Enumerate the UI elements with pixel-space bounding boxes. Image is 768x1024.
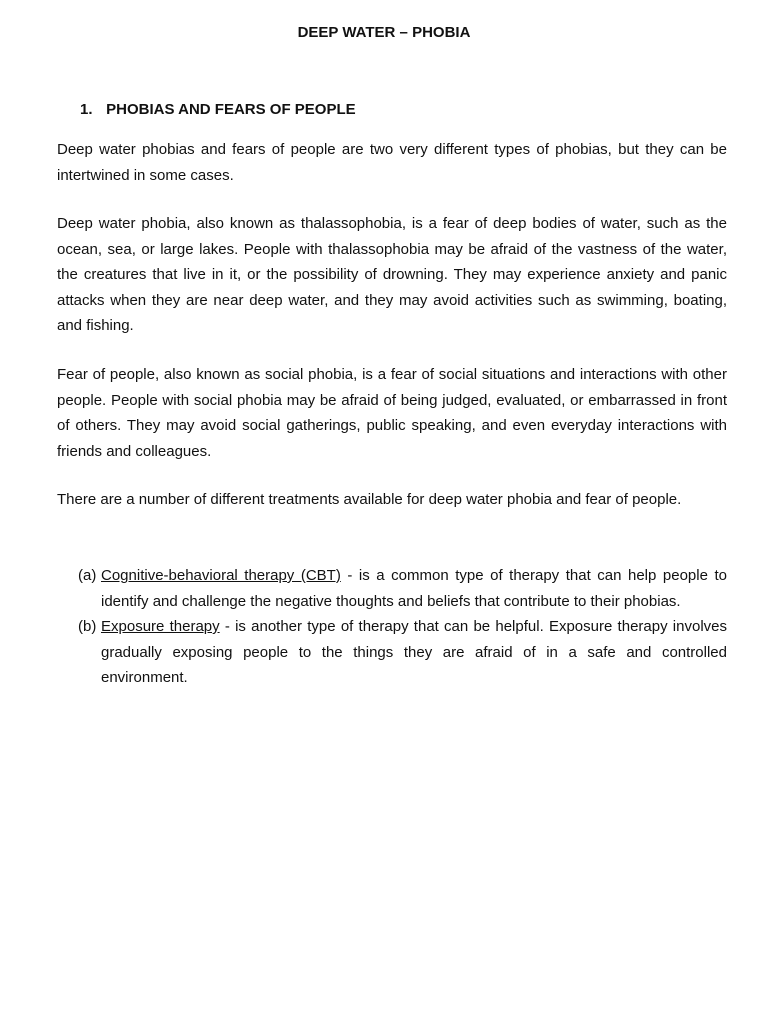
- treatment-name-exposure: Exposure therapy: [101, 618, 220, 635]
- list-marker: (a): [78, 567, 97, 584]
- document-title: DEEP WATER – PHOBIA: [297, 24, 471, 41]
- list-marker: (b): [78, 618, 97, 635]
- list-item: [78, 614, 727, 691]
- list-item: [78, 563, 727, 614]
- treatment-name-cbt: Cognitive-behavioral therapy (CBT): [101, 567, 341, 584]
- section-number: 1.: [80, 101, 93, 118]
- treatment-description: - is a common type of therapy that can help people to identify and challenge the negative thoughts and beliefs that contribute to their phobias.: [101, 567, 727, 610]
- paragraph-thalassophobia: Deep water phobia, also known as thalassophobia, is a fear of deep bodies of water, such as the ocean, sea, or large lakes. People with thalassophobia may be afraid of the vastness of the water, the creatures that live in it, or the possibility of drowning. They may experience anxiety and panic attacks when they are near deep water, and they may avoid activities such as swimming, boating, and fishing.: [57, 215, 727, 334]
- section-heading: [80, 101, 356, 118]
- paragraph-treatments-intro: There are a number of different treatments available for deep water phobia and fear of people.: [57, 491, 682, 508]
- section-heading-text: PHOBIAS AND FEARS OF PEOPLE: [106, 101, 356, 118]
- paragraph-social-phobia: Fear of people, also known as social phobia, is a fear of social situations and interactions with other people. People with social phobia may be afraid of being judged, evaluated, or embarrassed in front of others. They may avoid social gatherings, public speaking, and even everyday interactions with friends and colleagues.: [57, 366, 727, 460]
- treatment-description: - is another type of therapy that can be helpful. Exposure therapy involves gradually exposing people to the things they are afraid of in a safe and controlled environment.: [101, 618, 728, 686]
- paragraph-intro: Deep water phobias and fears of people are two very different types of phobias, but they can be intertwined in some cases.: [57, 141, 727, 184]
- treatment-list: [78, 563, 727, 691]
